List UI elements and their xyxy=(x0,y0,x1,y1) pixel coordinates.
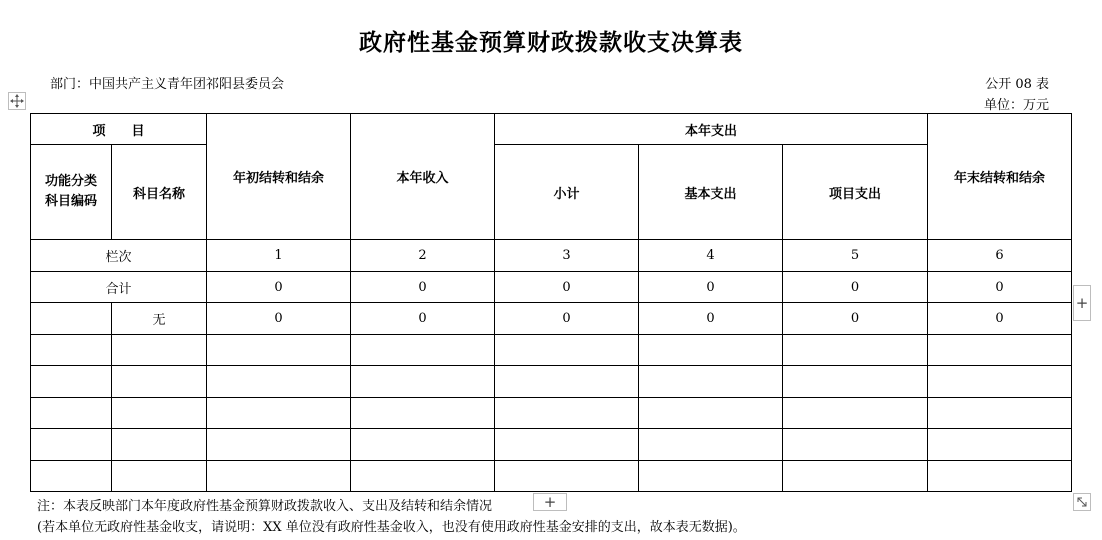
index-cell[interactable]: 6 xyxy=(928,240,1072,272)
empty-cell[interactable] xyxy=(928,429,1072,461)
empty-cell[interactable] xyxy=(112,429,207,461)
header-func-code-line2: 科目编码 xyxy=(44,194,97,209)
move-arrows-icon xyxy=(10,94,24,108)
data-cell[interactable]: 0 xyxy=(783,303,928,335)
header-project-expense[interactable]: 项目支出 xyxy=(783,145,928,240)
empty-cell[interactable] xyxy=(112,335,207,366)
plus-icon: + xyxy=(543,492,557,511)
total-cell[interactable]: 0 xyxy=(928,272,1072,303)
header-begin-balance[interactable]: 年初结转和结余 xyxy=(207,114,351,240)
department-label: 部门：中国共产主义青年团祁阳县委员会 xyxy=(50,77,285,92)
data-cell[interactable]: 0 xyxy=(639,303,783,335)
total-row-label[interactable]: 合计 xyxy=(31,272,207,303)
data-cell[interactable]: 0 xyxy=(928,303,1072,335)
empty-cell[interactable] xyxy=(639,429,783,461)
add-row-button[interactable] xyxy=(533,493,567,511)
empty-cell[interactable] xyxy=(783,398,928,429)
header-subtotal[interactable]: 小计 xyxy=(495,145,639,240)
index-row xyxy=(31,240,1072,272)
empty-cell[interactable] xyxy=(928,398,1072,429)
index-cell[interactable]: 1 xyxy=(207,240,351,272)
header-current-year-expense[interactable]: 本年支出 xyxy=(495,114,928,145)
budget-table xyxy=(30,113,1072,492)
empty-cell[interactable] xyxy=(495,461,639,492)
empty-cell[interactable] xyxy=(112,398,207,429)
total-cell[interactable]: 0 xyxy=(351,272,495,303)
empty-cell[interactable] xyxy=(31,429,112,461)
data-cell[interactable]: 0 xyxy=(207,303,351,335)
header-end-balance[interactable]: 年末结转和结余 xyxy=(928,114,1072,240)
total-cell[interactable]: 0 xyxy=(783,272,928,303)
resize-diagonal-icon xyxy=(1076,496,1088,508)
empty-cell[interactable] xyxy=(207,461,351,492)
table-resize-handle-icon[interactable] xyxy=(1073,493,1091,511)
header-item[interactable]: 项 目 xyxy=(31,114,207,145)
report-title: 政府性基金预算财政拨款收支决算表 xyxy=(359,29,743,56)
plus-icon: + xyxy=(1075,293,1089,312)
empty-cell[interactable] xyxy=(928,461,1072,492)
empty-cell[interactable] xyxy=(31,366,112,398)
form-number: 公开 08 表 xyxy=(985,77,1049,92)
index-cell[interactable]: 2 xyxy=(351,240,495,272)
empty-cell[interactable] xyxy=(639,366,783,398)
empty-cell[interactable] xyxy=(207,366,351,398)
empty-cell[interactable] xyxy=(351,429,495,461)
header-subject-name[interactable]: 科目名称 xyxy=(112,145,207,240)
empty-cell[interactable] xyxy=(783,461,928,492)
index-row-label[interactable]: 栏次 xyxy=(31,240,207,272)
empty-cell[interactable] xyxy=(639,398,783,429)
header-row-1 xyxy=(31,114,1072,145)
empty-row xyxy=(31,398,1072,429)
empty-cell[interactable] xyxy=(928,335,1072,366)
data-cell[interactable]: 0 xyxy=(351,303,495,335)
empty-cell[interactable] xyxy=(207,429,351,461)
total-cell[interactable]: 0 xyxy=(639,272,783,303)
empty-cell[interactable] xyxy=(351,461,495,492)
empty-cell[interactable] xyxy=(207,398,351,429)
empty-cell[interactable] xyxy=(31,335,112,366)
data-cell[interactable]: 0 xyxy=(495,303,639,335)
total-cell[interactable]: 0 xyxy=(207,272,351,303)
data-row-code[interactable] xyxy=(31,303,112,335)
header-basic-expense[interactable]: 基本支出 xyxy=(639,145,783,240)
empty-cell[interactable] xyxy=(928,366,1072,398)
empty-cell[interactable] xyxy=(783,429,928,461)
empty-cell[interactable] xyxy=(351,398,495,429)
empty-cell[interactable] xyxy=(495,429,639,461)
empty-cell[interactable] xyxy=(31,461,112,492)
empty-cell[interactable] xyxy=(112,366,207,398)
data-row xyxy=(31,303,1072,335)
add-column-button[interactable] xyxy=(1073,285,1091,321)
footnote-line-1: 注：本表反映部门本年度政府性基金预算财政拨款收入、支出及结转和结余情况 xyxy=(37,499,493,514)
total-row xyxy=(31,272,1072,303)
empty-cell[interactable] xyxy=(495,366,639,398)
index-cell[interactable]: 3 xyxy=(495,240,639,272)
header-current-income[interactable]: 本年收入 xyxy=(351,114,495,240)
index-cell[interactable]: 5 xyxy=(783,240,928,272)
empty-cell[interactable] xyxy=(495,398,639,429)
table-move-handle-icon[interactable] xyxy=(8,92,26,110)
footnote-line-2: (若本单位无政府性基金收支，请说明：XX 单位没有政府性基金收入，也没有使用政府性基金安排的支出，故本表无数据)。 xyxy=(37,520,746,535)
empty-row xyxy=(31,429,1072,461)
empty-cell[interactable] xyxy=(783,335,928,366)
empty-row xyxy=(31,366,1072,398)
empty-row xyxy=(31,461,1072,492)
empty-cell[interactable] xyxy=(207,335,351,366)
empty-cell[interactable] xyxy=(31,398,112,429)
empty-cell[interactable] xyxy=(112,461,207,492)
empty-cell[interactable] xyxy=(639,461,783,492)
empty-cell[interactable] xyxy=(351,366,495,398)
empty-cell[interactable] xyxy=(783,366,928,398)
index-cell[interactable]: 4 xyxy=(639,240,783,272)
header-row-2 xyxy=(31,145,1072,240)
empty-cell[interactable] xyxy=(495,335,639,366)
empty-cell[interactable] xyxy=(351,335,495,366)
header-func-code[interactable] xyxy=(31,145,112,240)
header-func-code-line1: 功能分类 xyxy=(44,174,97,189)
empty-row xyxy=(31,335,1072,366)
unit-label: 单位：万元 xyxy=(983,98,1049,113)
total-cell[interactable]: 0 xyxy=(495,272,639,303)
data-row-name[interactable]: 无 xyxy=(112,303,207,335)
empty-cell[interactable] xyxy=(639,335,783,366)
